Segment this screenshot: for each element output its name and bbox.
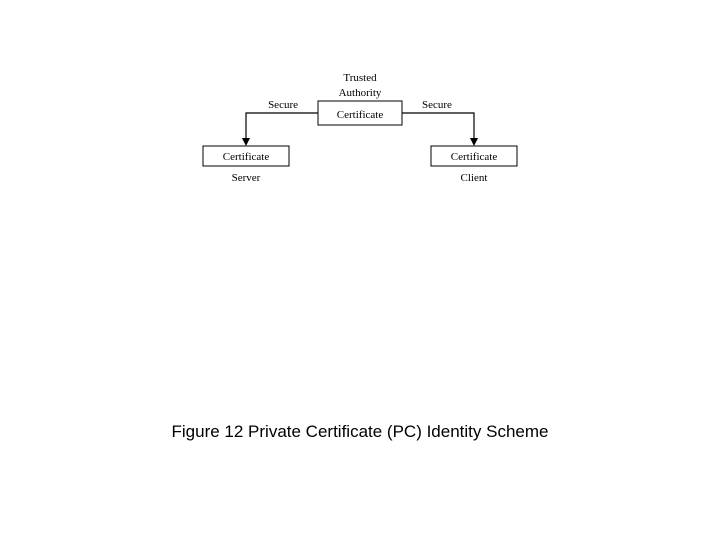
server-certificate-label: Certificate [222, 151, 270, 163]
client-certificate-label: Certificate [450, 151, 498, 163]
edge-to-server-arrowhead [242, 138, 250, 146]
server-name: Server [231, 172, 261, 184]
edge-to-client-line [402, 113, 474, 139]
edge-to-server-label: Secure [268, 99, 298, 111]
edge-to-client-label: Secure [422, 99, 452, 111]
edge-to-client-arrowhead [470, 138, 478, 146]
edge-to-server-line [246, 113, 318, 139]
authority-heading-line1: Trusted [343, 72, 377, 84]
client-name: Client [460, 172, 488, 184]
authority-heading-line2: Authority [338, 87, 382, 99]
figure-caption: Figure 12 Private Certificate (PC) Identity Scheme [171, 422, 549, 441]
authority-certificate-label: Certificate [336, 109, 384, 121]
